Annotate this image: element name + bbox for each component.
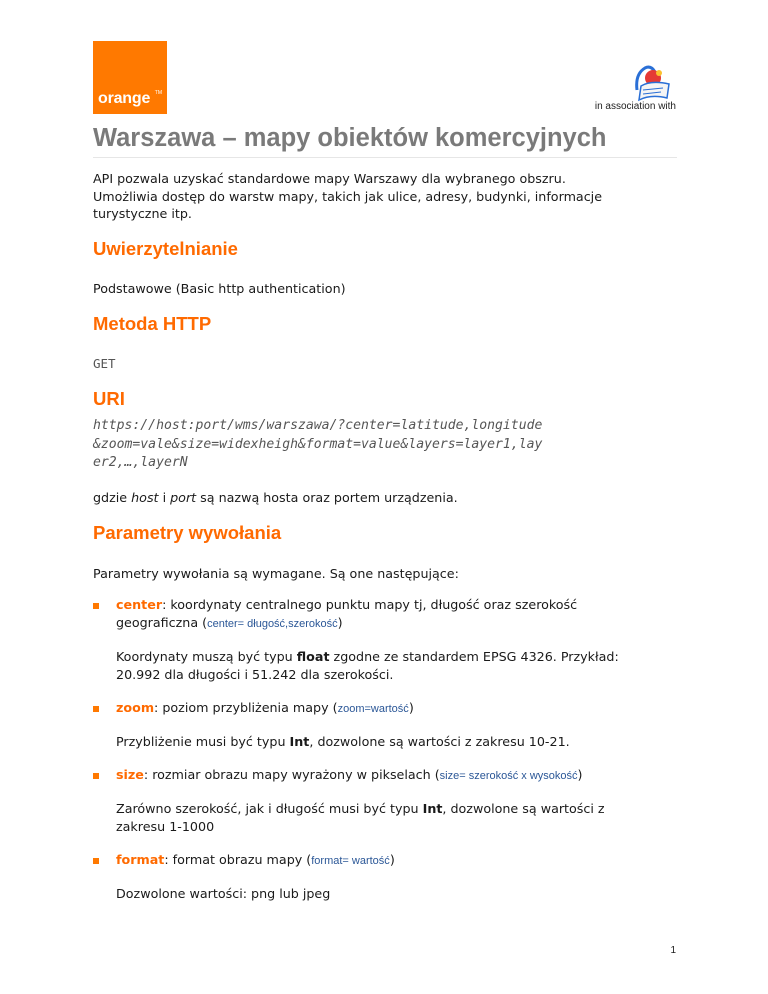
auth-text: Podstawowe (Basic http authentication) <box>93 281 346 296</box>
orange-logo <box>93 41 167 114</box>
detail-text: Zarówno szerokość, jak i długość musi być typu <box>116 801 423 816</box>
params-heading: Parametry wywołania <box>93 522 282 543</box>
auth-heading: Uwierzytelnianie <box>93 238 238 259</box>
detail-text: , dozwolone są wartości z <box>442 801 605 816</box>
param-code: size= szerokość x wysokość <box>439 770 578 782</box>
uri-heading: URI <box>93 388 125 409</box>
uri-note <box>93 489 683 507</box>
detail-text: zgodne ze standardem EPSG 4326. Przykład: <box>329 649 619 664</box>
logo-text: orange <box>98 90 151 107</box>
uri-block <box>93 417 693 473</box>
detail-text: Przybliżenie musi być typu <box>116 734 290 749</box>
detail-type: Int <box>422 801 443 816</box>
association-text: in association with <box>594 101 676 112</box>
intro-paragraph <box>93 170 683 223</box>
param-code: zoom=wartość <box>337 703 409 715</box>
param-close: ) <box>337 614 343 630</box>
detail-text: zakresu 1-1000 <box>116 818 215 834</box>
uri-line: &zoom=vale&size=widexheigh&format=value&layers=layer1,lay <box>93 436 543 452</box>
method-value: GET <box>93 356 116 371</box>
page-number: 1 <box>670 945 676 956</box>
detail-type: float <box>296 649 330 664</box>
param-desc: : format obrazu mapy ( <box>164 852 312 867</box>
param-close: ) <box>389 852 395 867</box>
uri-note-suffix: są nazwą hosta oraz portem urządzenia. <box>196 490 458 505</box>
param-desc-2: geograficzna ( <box>116 614 208 630</box>
logo-trademark: TM <box>154 90 162 96</box>
uri-note-prefix: gdzie <box>93 490 132 505</box>
param-name: format <box>116 852 165 867</box>
param-name: zoom <box>116 700 155 715</box>
bullet-icon <box>93 603 99 609</box>
param-size-detail <box>116 800 686 835</box>
page-title: Warszawa – mapy obiektów komercyjnych <box>93 124 677 158</box>
intro-line: Umożliwia dostęp do warstw mapy, takich jak ulice, adresy, budynki, informacje <box>93 188 603 204</box>
param-name: size <box>116 767 144 782</box>
intro-line: API pozwala uzyskać standardowe mapy Warszawy dla wybranego obszru. <box>93 171 566 186</box>
detail-text: 20.992 dla długości i 51.242 dla szerokości. <box>116 666 394 682</box>
detail-text: Koordynaty muszą być typu <box>116 649 297 664</box>
partner-badge-icon <box>629 60 673 104</box>
param-format <box>116 851 686 871</box>
bullet-icon <box>93 773 99 779</box>
uri-note-and: i <box>158 490 171 505</box>
uri-note-port: port <box>170 490 197 505</box>
param-format-detail: Dozwolone wartości: png lub jpeg <box>116 886 331 901</box>
param-zoom <box>116 699 686 719</box>
param-size <box>116 766 686 786</box>
param-close: ) <box>408 700 414 715</box>
param-desc: : koordynaty centralnego punktu mapy tj, długość oraz szerokość <box>162 597 578 612</box>
param-center-detail <box>116 648 686 683</box>
intro-line: turystyczne itp. <box>93 206 192 222</box>
method-heading: Metoda HTTP <box>93 313 212 334</box>
param-desc: : rozmiar obrazu mapy wyrażony w pikselach ( <box>143 767 440 782</box>
param-name: center <box>116 597 163 612</box>
detail-type: Int <box>289 734 310 749</box>
param-code: center= długość,szerokość <box>207 617 338 630</box>
param-center <box>116 596 686 633</box>
param-zoom-detail <box>116 733 686 751</box>
params-intro: Parametry wywołania są wymagane. Są one następujące: <box>93 566 459 581</box>
uri-note-host: host <box>131 490 159 505</box>
detail-text: , dozwolone są wartości z zakresu 10-21. <box>309 734 570 749</box>
uri-line: https://host:port/wms/warszawa/?center=latitude,longitude <box>93 418 543 433</box>
bullet-icon <box>93 858 99 864</box>
uri-line: er2,…,layerN <box>93 455 188 470</box>
param-desc: : poziom przybliżenia mapy ( <box>154 700 338 715</box>
bullet-icon <box>93 706 99 712</box>
param-code: format= wartość <box>311 855 390 867</box>
param-close: ) <box>577 767 583 782</box>
